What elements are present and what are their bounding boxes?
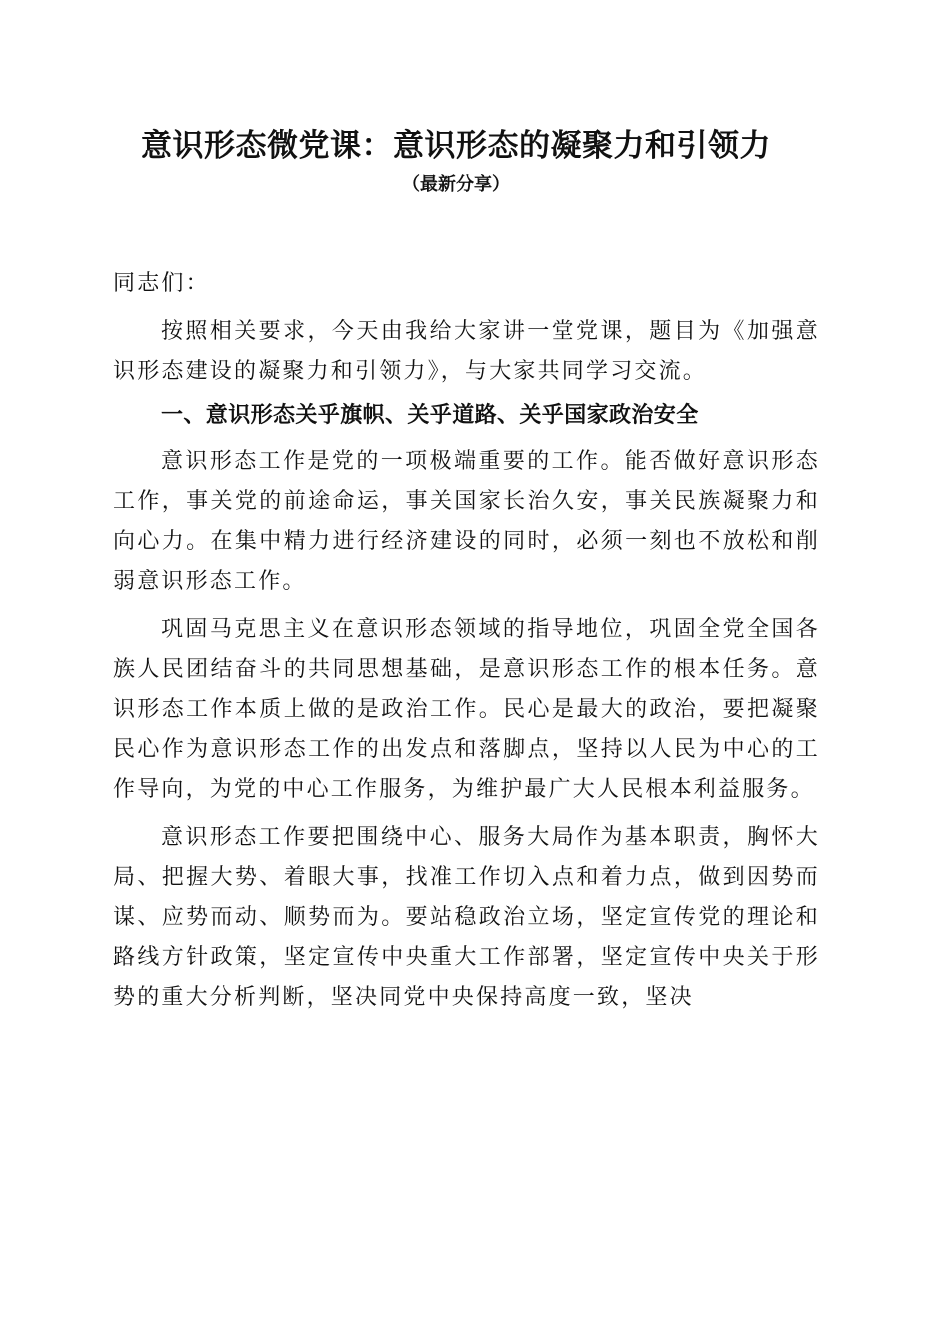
- document-title: 意识形态微党课：意识形态的凝聚力和引领力: [141, 128, 771, 164]
- document-subtitle: （最新分享）: [402, 174, 510, 195]
- section-heading-1: 一、意识形态关乎旗帜、关乎道路、关乎国家政治安全: [161, 403, 699, 428]
- greeting: 同志们：: [113, 271, 210, 296]
- paragraph-2: 巩固马克思主义在意识形态领域的指导地位，巩固全党全国各族人民团结奋斗的共同思想基础，是意识形态工作的根本任务。意识形态工作本质上做的是政治工作。民心是最大的政治，要把凝聚民心作为意识形态工作的出发点和落脚点，坚持以人民为中心的工作导向，为党的中心工作服务，为维护最广大人民根本利益服务。: [113, 617, 820, 802]
- document-body: [113, 264, 820, 1018]
- paragraph-3: 意识形态工作要把围绕中心、服务大局作为基本职责，胸怀大局、把握大势、着眼大事，找准工作切入点和着力点，做到因势而谋、应势而动、顺势而为。要站稳政治立场，坚定宣传党的理论和路线方针政策，坚定宣传中央重大工作部署，坚定宣传中央关于形势的重大分析判断，坚决同党中央保持高度一致，坚决: [113, 825, 820, 1010]
- intro-paragraph: 按照相关要求，今天由我给大家讲一堂党课，题目为《加强意识形态建设的凝聚力和引领力》，与大家共同学习交流。: [113, 319, 820, 384]
- paragraph-1: 意识形态工作是党的一项极端重要的工作。能否做好意识形态工作，事关党的前途命运，事关国家长治久安，事关民族凝聚力和向心力。在集中精力进行经济建设的同时，必须一刻也不放松和削弱意识形态工作。: [113, 449, 820, 594]
